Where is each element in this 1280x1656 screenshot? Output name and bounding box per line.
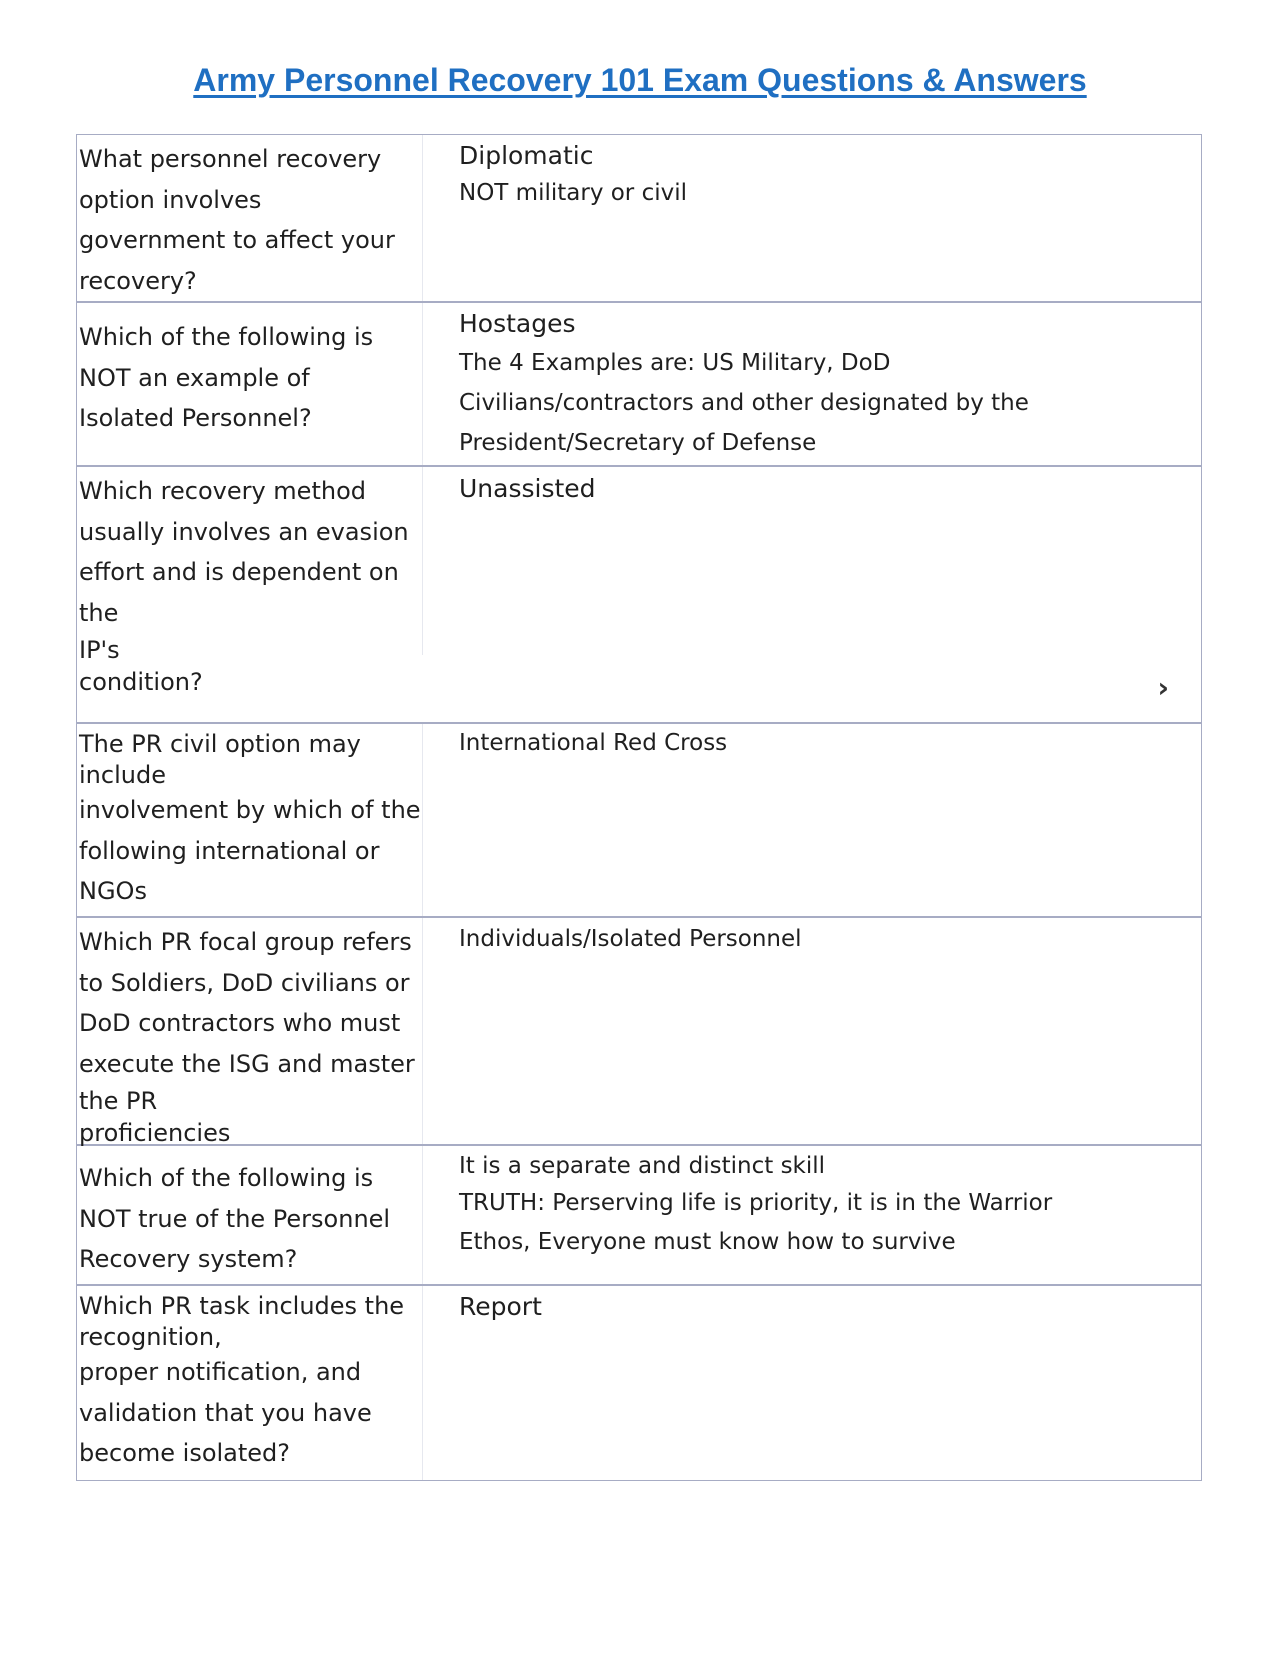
answer-cell	[423, 467, 1201, 722]
question-line: NOT an example of	[79, 363, 310, 392]
question-line: effort and is dependent on the	[79, 558, 399, 627]
question-line: become isolated?	[79, 1439, 291, 1467]
question-cell	[77, 918, 423, 1147]
table-row	[77, 1286, 1201, 1480]
answer-detail: NOT military or civil	[459, 180, 688, 206]
question-line: Which recovery method	[79, 477, 366, 505]
chevron-right-icon[interactable]: ›	[1157, 671, 1169, 704]
question-line: validation that you have	[79, 1398, 372, 1427]
answer-detail: The 4 Examples are: US Military, DoD	[459, 350, 891, 376]
answer-text: Diplomatic	[459, 141, 594, 170]
answer-cell	[423, 303, 1201, 465]
question-line: recognition,	[79, 1323, 222, 1351]
question-line: NOT true of the Personnel	[79, 1204, 391, 1233]
question-line: include	[79, 761, 166, 789]
question-line: involvement by which of the	[79, 796, 421, 824]
question-line: the PR	[79, 1087, 158, 1115]
question-line: Isolated Personnel?	[79, 404, 312, 432]
answer-cell	[423, 918, 1201, 1144]
question-line: Recovery system?	[79, 1245, 298, 1273]
question-line: option involves	[79, 185, 262, 214]
answer-text: Report	[459, 1292, 542, 1321]
question-line: IP's	[79, 636, 120, 664]
question-line: DoD contractors who must	[79, 1009, 401, 1037]
answer-cell	[423, 135, 1201, 301]
question-cell	[77, 1146, 423, 1284]
question-line: usually involves an evasion	[79, 517, 409, 546]
question-line: government to affect your	[79, 226, 395, 254]
table-row	[77, 303, 1201, 467]
question-cell	[77, 724, 423, 916]
answer-text: International Red Cross	[459, 730, 728, 756]
answer-detail: Ethos, Everyone must know how to survive	[459, 1229, 956, 1255]
question-line: proficiencies	[79, 1119, 231, 1147]
question-line: NGOs	[79, 877, 147, 905]
answer-cell	[423, 1286, 1201, 1480]
answer-detail: President/Secretary of Defense	[459, 430, 817, 456]
question-line: proper notification, and	[79, 1358, 362, 1386]
question-line: execute the ISG and master	[79, 1049, 415, 1078]
question-cell	[77, 303, 423, 465]
question-cell	[77, 135, 423, 301]
page-title: Army Personnel Recovery 101 Exam Questions & Answers	[193, 62, 1087, 98]
question-line: Which of the following is	[79, 1164, 374, 1192]
question-line: Which PR task includes the	[79, 1292, 405, 1320]
question-line: What personnel recovery	[79, 145, 382, 173]
answer-detail: TRUTH: Perserving life is priority, it is in the Warrior	[459, 1190, 1053, 1216]
question-cell	[77, 467, 423, 696]
table-row	[77, 135, 1201, 303]
question-line: Which PR focal group refers	[79, 928, 412, 956]
answer-cell	[423, 724, 1201, 916]
table-row	[77, 724, 1201, 918]
table-row	[77, 467, 1201, 724]
question-cell	[77, 1286, 423, 1480]
answer-detail: Civilians/contractors and other designated by the	[459, 390, 1029, 416]
answer-text: Hostages	[459, 309, 576, 338]
answer-text: Individuals/Isolated Personnel	[459, 926, 802, 952]
answer-cell	[423, 1146, 1201, 1284]
answer-text: Unassisted	[459, 474, 596, 503]
question-line: The PR civil option may	[79, 730, 361, 758]
table-row	[77, 918, 1201, 1146]
question-line: condition?	[79, 668, 203, 696]
question-line: Which of the following is	[79, 323, 374, 351]
answer-text: It is a separate and distinct skill	[459, 1153, 826, 1179]
table-row	[77, 1146, 1201, 1286]
question-line: recovery?	[79, 266, 197, 295]
question-line: following international or	[79, 836, 380, 865]
qa-table	[76, 134, 1202, 1481]
question-line: to Soldiers, DoD civilians or	[79, 968, 410, 997]
